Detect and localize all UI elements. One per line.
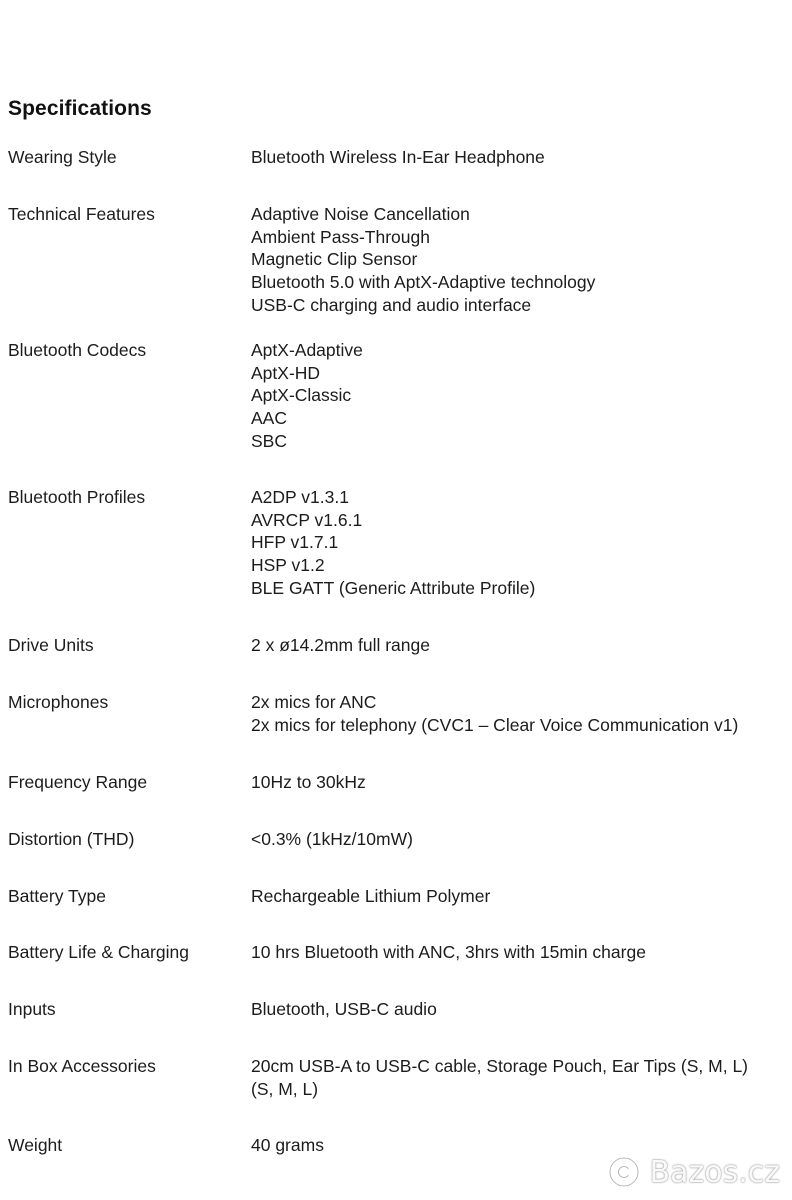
spec-value: Magnetic Clip Sensor: [251, 249, 418, 270]
spec-label: Battery Type: [8, 886, 106, 906]
spec-value: SBC: [251, 430, 287, 451]
spec-value: AptX-HD: [251, 362, 321, 383]
spec-value: 10 hrs Bluetooth with ANC, 3hrs with 15min charge: [251, 942, 646, 962]
spec-value: Bluetooth Wireless In-Ear Headphone: [251, 147, 545, 167]
spec-value: 2 x ø14.2mm full range: [251, 635, 430, 655]
spec-value: AVRCP v1.6.1: [251, 509, 363, 530]
spec-values: [251, 828, 789, 851]
spec-label: Weight: [8, 1135, 63, 1155]
spec-label: Distortion (THD): [8, 829, 135, 849]
spec-value: USB-C charging and audio interface: [251, 294, 532, 315]
spec-value: HSP v1.2: [251, 555, 325, 576]
spec-value: 40 grams: [251, 1135, 324, 1155]
spec-value: Rechargeable Lithium Polymer: [251, 886, 491, 906]
spec-values: [251, 146, 789, 169]
spec-values: [251, 885, 789, 908]
spec-value: Ambient Pass-Through: [251, 226, 430, 247]
spec-label: In Box Accessories: [8, 1056, 156, 1076]
spec-label: Wearing Style: [8, 147, 117, 167]
spec-values: [251, 1055, 789, 1100]
spec-values: [251, 771, 789, 794]
spec-value: AptX-Classic: [251, 385, 352, 406]
spec-value: AptX-Adaptive: [251, 340, 363, 360]
spec-value: Bluetooth, USB-C audio: [251, 999, 437, 1019]
spec-label: Microphones: [8, 692, 109, 712]
spec-label: Bluetooth Profiles: [8, 487, 146, 507]
watermark-text: Bazos.cz: [649, 1154, 780, 1190]
spec-values: [251, 203, 789, 317]
spec-values: [251, 998, 789, 1021]
spec-value: HFP v1.7.1: [251, 532, 339, 553]
spec-values: [251, 941, 789, 964]
spec-value: BLE GATT (Generic Attribute Profile): [251, 577, 536, 598]
spec-values: [251, 486, 789, 600]
spec-label: Frequency Range: [8, 772, 148, 792]
spec-values: [251, 634, 789, 657]
spec-values: [251, 339, 789, 453]
spec-value: Adaptive Noise Cancellation: [251, 204, 470, 224]
spec-label: Bluetooth Codecs: [8, 340, 147, 360]
spec-value: <0.3% (1kHz/10mW): [251, 829, 413, 849]
spec-value: AAC: [251, 408, 287, 429]
page-title: Specifications: [8, 97, 152, 120]
at-sign-icon: [604, 1154, 644, 1190]
spec-value: (S, M, L): [251, 1078, 319, 1099]
spec-label: Drive Units: [8, 635, 94, 655]
spec-label: Technical Features: [8, 204, 155, 224]
spec-value: 10Hz to 30kHz: [251, 772, 366, 792]
spec-label: Inputs: [8, 999, 56, 1019]
spec-values: [251, 691, 789, 736]
watermark: [604, 1154, 780, 1190]
spec-value: A2DP v1.3.1: [251, 487, 349, 507]
spec-label: Battery Life & Charging: [8, 942, 189, 962]
spec-value: 2x mics for telephony (CVC1 – Clear Voice Communication v1): [251, 714, 739, 735]
spec-value: Bluetooth 5.0 with AptX-Adaptive technology: [251, 272, 596, 293]
spec-value: 20cm USB-A to USB-C cable, Storage Pouch, Ear Tips (S, M, L): [251, 1056, 748, 1076]
spec-value: 2x mics for ANC: [251, 692, 377, 712]
